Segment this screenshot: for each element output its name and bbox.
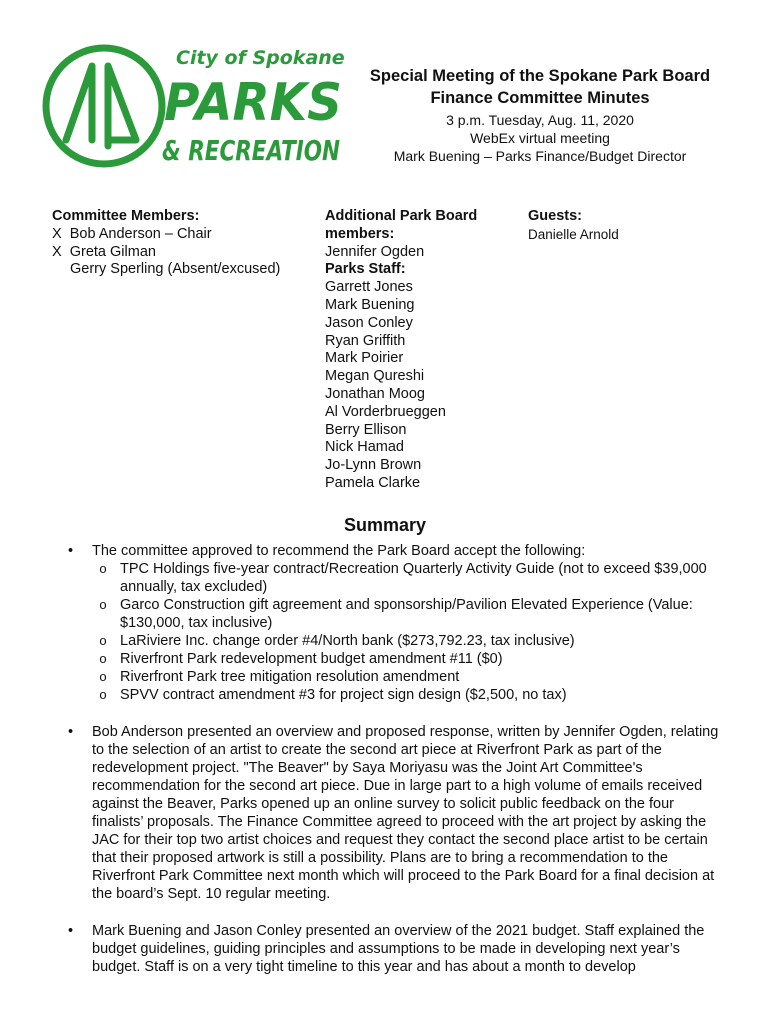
additional-members-column <box>325 208 525 493</box>
staff-member: Pamela Clarke <box>325 474 421 491</box>
staff-member: Jonathan Moog <box>325 385 425 402</box>
staff-member: Garrett Jones <box>325 279 413 296</box>
summary-section <box>60 542 720 995</box>
bullet-marker: • <box>68 543 74 559</box>
bullet-marker: • <box>68 923 74 939</box>
approved-item <box>92 650 720 668</box>
logo-city-text: City of Spokane <box>176 47 345 69</box>
approved-items-list <box>92 560 720 704</box>
approved-item-text: LaRiviere Inc. change order #4/North bank ($273,792.23, tax inclusive) <box>120 633 575 649</box>
guests-heading: Guests: <box>528 208 582 224</box>
summary-item <box>60 723 720 903</box>
meeting-director: Mark Buening – Parks Finance/Budget Director <box>393 148 687 164</box>
minutes-title: Finance Committee Minutes <box>430 89 650 107</box>
committee-member: X Bob Anderson – Chair <box>52 225 212 242</box>
additional-members-heading: Additional Park Board <box>325 208 478 224</box>
meeting-time: 3 p.m. Tuesday, Aug. 11, 2020 <box>446 112 634 128</box>
staff-member: Berry Ellison <box>325 421 407 438</box>
additional-members-heading-2: members: <box>325 225 395 242</box>
parks-staff-heading: Parks Staff: <box>325 261 406 278</box>
staff-member: Megan Qureshi <box>325 368 425 385</box>
document-header <box>345 66 735 165</box>
committee-members-column <box>52 208 312 279</box>
staff-member: Jo-Lynn Brown <box>325 457 422 474</box>
approved-item-text: Riverfront Park redevelopment budget amendment #11 ($0) <box>120 651 503 667</box>
approved-item <box>92 686 720 704</box>
sub-bullet-marker: o <box>99 651 107 666</box>
approved-item-text: SPVV contract amendment #3 for project sign design ($2,500, no tax) <box>120 687 567 703</box>
summary-item <box>60 542 720 704</box>
board-member: Jennifer Ogden <box>325 243 425 260</box>
approved-item <box>92 596 720 632</box>
committee-members-heading: Committee Members: <box>52 208 200 224</box>
staff-member: Mark Poirier <box>325 350 404 367</box>
parks-logo <box>44 40 344 172</box>
summary-item <box>60 922 720 976</box>
sub-bullet-marker: o <box>99 669 107 684</box>
guest-name: Danielle Arnold <box>528 226 619 242</box>
staff-member: Al Vorderbrueggen <box>325 403 446 420</box>
meeting-title: Special Meeting of the Spokane Park Board <box>369 67 711 85</box>
approved-item-text: TPC Holdings five-year contract/Recreation Quarterly Activity Guide (not to exceed $39,000 annually, tax excluded) <box>120 561 707 595</box>
logo-recreation-text: & RECREATION <box>162 134 340 167</box>
summary-heading: Summary <box>343 515 427 535</box>
committee-member: Gerry Sperling (Absent/excused) <box>70 261 281 278</box>
staff-member: Mark Buening <box>325 296 415 313</box>
guests-column <box>528 208 728 244</box>
logo-parks-text: PARKS <box>164 73 342 133</box>
summary-item-text: Mark Buening and Jason Conley presented an overview of the 2021 budget. Staff explained the budget guidelines, guiding principles and assumptions to be made in developing next year’s budget. Staff is on a very tight timeline to this year and has about a month to develop <box>92 923 705 975</box>
summary-item-text: Bob Anderson presented an overview and proposed response, written by Jennifer Ogden, relating to the selection of an artist to create the second art piece at Riverfront Park as part of the redevelopment project. "The Beaver" by Saya Moriyasu was the Joint Art Committee's recommendation for the second art piece. Due in large part to a high volume of emails received against the Beaver, Parks opened up an online survey to solicit public feedback on the four finalists’ proposals. The Finance Committee agreed to proceed with the art project by asking the JAC for their top two artist choices and request they contact the second place artist to be certain that their proposed artwork is still a possibility. Plans are to bring a recommendation to the Riverfront Park Committee next month which will proceed to the Park Board for a final decision at the board’s Sept. 10 regular meeting. <box>92 724 719 902</box>
approved-item <box>92 632 720 650</box>
approved-item-text: Riverfront Park tree mitigation resolution amendment <box>120 669 460 685</box>
approved-item <box>92 668 720 686</box>
staff-member: Ryan Griffith <box>325 332 406 349</box>
sub-bullet-marker: o <box>99 561 107 576</box>
staff-member: Nick Hamad <box>325 439 404 456</box>
sub-bullet-marker: o <box>99 633 107 648</box>
sub-bullet-marker: o <box>99 687 107 702</box>
committee-member: X Greta Gilman <box>52 243 156 260</box>
approved-item <box>92 560 720 596</box>
meeting-location: WebEx virtual meeting <box>470 130 610 146</box>
bullet-marker: • <box>68 724 74 740</box>
sub-bullet-marker: o <box>99 597 107 612</box>
summary-item-text: The committee approved to recommend the Park Board accept the following: <box>92 543 586 559</box>
approved-item-text: Garco Construction gift agreement and sponsorship/Pavilion Elevated Experience (Value: $130,000, tax inclusive) <box>120 597 693 631</box>
staff-member: Jason Conley <box>325 314 413 331</box>
